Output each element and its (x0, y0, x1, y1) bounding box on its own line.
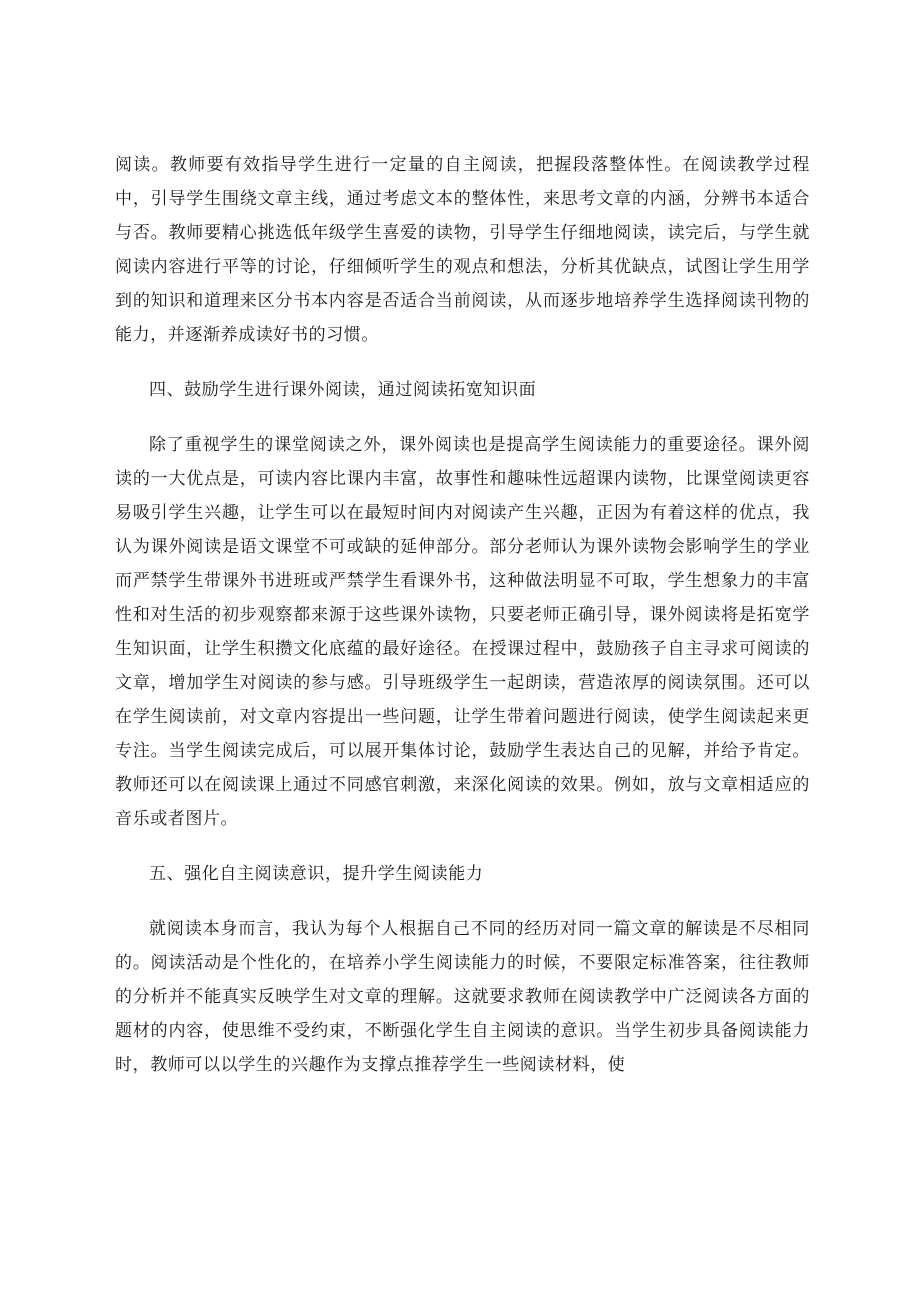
body-paragraph-extracurricular-reading: 除了重视学生的课堂阅读之外，课外阅读也是提高学生阅读能力的重要途径。课外阅读的一大优点是，可读内容比课内丰富，故事性和趣味性远超课内读物，比课堂阅读更容易吸引学生兴趣，让学生可以在最短时间内对阅读产生兴趣，正因为有着这样的优点，我认为课外阅读是语文课堂不可或缺的延伸部分。部分老师认为课外读物会影响学生的学业而严禁学生带课外书进班或严禁学生看课外书，这种做法明显不可取，学生想象力的丰富性和对生活的初步观察都来源于这些课外读物，只要老师正确引导，课外阅读将是拓宽学生知识面，让学生积攒文化底蕴的最好途径。在授课过程中，鼓励孩子自主寻求可阅读的文章，增加学生对阅读的参与感。引导班级学生一起朗读，营造浓厚的阅读氛围。还可以在学生阅读前，对文章内容提出一些问题，让学生带着问题进行阅读，使学生阅读起来更专注。当学生阅读完成后，可以展开集体讨论，鼓励学生表达自己的见解，并给予肯定。教师还可以在阅读课上通过不同感官刺激，来深化阅读的效果。例如，放与文章相适应的音乐或者图片。 (115, 435, 810, 829)
body-paragraph-autonomous-reading: 就阅读本身而言，我认为每个人根据自己不同的经历对同一篇文章的解读是不尽相同的。阅读活动是个性化的，在培养小学生阅读能力的时候，不要限定标准答案，往往教师的分析并不能真实反映学生对文章的理解。这就要求教师在阅读教学中广泛阅读各方面的题材的内容，使思维不受约束，不断强化学生自主阅读的意识。当学生初步具备阅读能力时，教师可以以学生的兴趣作为支撑点推荐学生一些阅读材料，使 (115, 919, 810, 1075)
section-heading-4: 四、鼓励学生进行课外阅读，通过阅读拓宽知识面 (149, 380, 537, 400)
body-paragraph-continued: 阅读。教师要有效指导学生进行一定量的自主阅读，把握段落整体性。在阅读教学过程中，引导学生围绕文章主线，通过考虑文本的整体性，来思考文章的内涵，分辨书本适合与否。教师要精心挑选低年级学生喜爱的读物，引导学生仔细地阅读，读完后，与学生就阅读内容进行平等的讨论，仔细倾听学生的观点和想法，分析其优缺点，试图让学生用学到的知识和道理来区分书本内容是否适合当前阅读，从而逐步地培养学生选择阅读刊物的能力，并逐渐养成读好书的习惯。 (115, 155, 810, 345)
section-heading-5: 五、强化自主阅读意识，提升学生阅读能力 (149, 864, 484, 884)
document-page (115, 148, 810, 1103)
